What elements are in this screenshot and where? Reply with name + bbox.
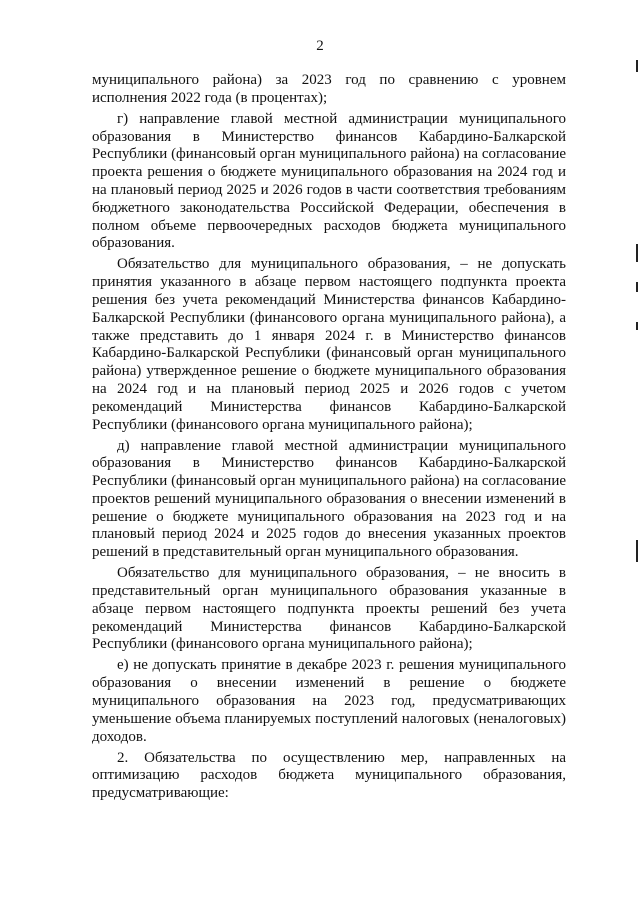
scan-edge-mark xyxy=(636,60,638,72)
scan-edge-mark xyxy=(636,322,638,330)
page-number: 2 xyxy=(316,38,324,54)
paragraph: д) направление главой местной администрации муниципального образования в Министерство финансов Кабардино-Балкарской Республики (финансовый орган муниципального района) на согласование проектов решений муниципального образования о внесении изменений в решение о бюджете муниципального образования на 2023 год и на плановый период 2024 и 2025 годов до внесения указанных проектов решений в представительный орган муниципального образования. xyxy=(92,437,566,561)
paragraph: г) направление главой местной администрации муниципального образования в Министерство финансов Кабардино-Балкарской Республики (финансовый орган муниципального района) на согласование проекта решения о бюджете муниципального образования на 2024 год и на плановый период 2025 и 2026 годов в части соответствия требованиям бюджетного законодательства Российской Федерации, обеспечения в полном объеме первоочередных расходов бюджета муниципального образования. xyxy=(92,110,566,252)
paragraph: муниципального района) за 2023 год по сравнению с уровнем исполнения 2022 года (в процентах); xyxy=(92,72,566,106)
paragraph: Обязательство для муниципального образования, – не вносить в представительный орган муниципального образования указанные в абзаце первом настоящего подпункта проекты решений без учета рекомендаций Министерства финансов Кабардино-Балкарской Республики (финансового органа муниципального района); xyxy=(92,565,566,653)
paragraph: 2. Обязательства по осуществлению мер, направленных на оптимизацию расходов бюджета муниципального образования, предусматривающие: xyxy=(92,749,566,802)
scan-edge-mark xyxy=(636,540,638,562)
paragraph: е) не допускать принятие в декабре 2023 г. решения муниципального образования о внесении изменений в решение о бюджете муниципального образования на 2023 год, предусматривающих уменьшение объема планируемых поступлений налоговых (неналоговых) доходов. xyxy=(92,657,566,745)
paragraph: Обязательство для муниципального образования, – не допускать принятия указанного в абзаце первом настоящего подпункта проекта решения без учета рекомендаций Министерства финансов Кабардино-Балкарской Республики (финансового органа муниципального района), а также представить до 1 января 2024 г. в Министерство финансов Кабардино-Балкарской Республики (финансовый орган муниципального района) утвержденное решение о бюджете муниципального образования на 2024 год и на плановый период 2025 и 2026 годов с учетом рекомендаций Министерства финансов Кабардино-Балкарской Республики (финансового органа муниципального района); xyxy=(92,256,566,433)
scan-edge-mark xyxy=(636,244,638,262)
document-body xyxy=(92,72,566,806)
scan-edge-mark xyxy=(636,282,638,292)
